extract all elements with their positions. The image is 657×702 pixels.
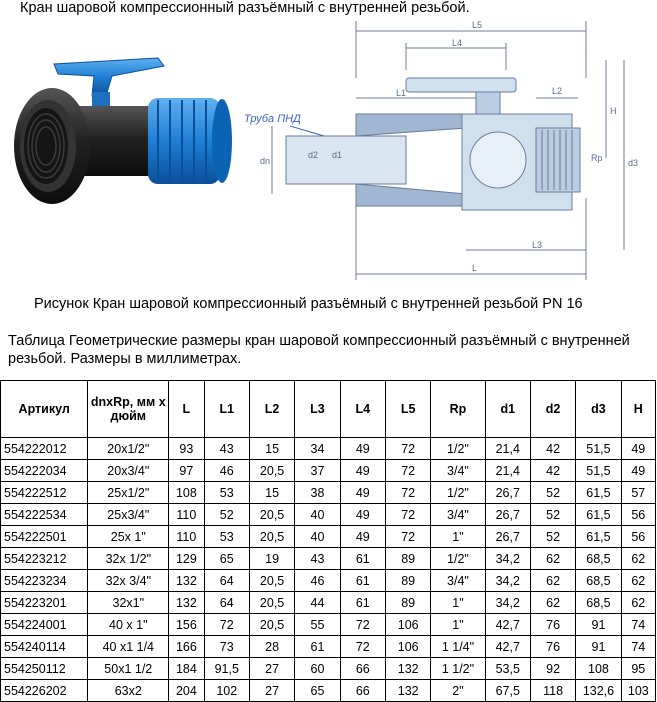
table-cell: 74 xyxy=(621,636,655,658)
table-cell: 65 xyxy=(204,548,249,570)
pipe-label: Труба ПНД xyxy=(244,113,301,125)
table-cell: 15 xyxy=(249,482,294,504)
table-cell: 72 xyxy=(340,636,385,658)
table-cell: 554250112 xyxy=(1,658,88,680)
col-header: Rp xyxy=(431,381,485,438)
table-cell: 72 xyxy=(386,482,431,504)
svg-text:Rp: Rp xyxy=(591,153,603,163)
table-cell: 554222034 xyxy=(1,460,88,482)
table-row xyxy=(1,482,656,504)
table-cell: 156 xyxy=(169,614,204,636)
table-cell: 106 xyxy=(386,636,431,658)
table-cell: 3/4" xyxy=(431,504,485,526)
table-cell: 20x1/2" xyxy=(88,438,169,460)
table-cell: 64 xyxy=(204,592,249,614)
table-cell: 1/2" xyxy=(431,548,485,570)
table-cell: 72 xyxy=(340,614,385,636)
col-header: d3 xyxy=(576,381,621,438)
table-cell: 53 xyxy=(204,482,249,504)
table-cell: 132 xyxy=(169,592,204,614)
table-cell: 554222512 xyxy=(1,482,88,504)
table-cell: 32x1" xyxy=(88,592,169,614)
table-cell: 27 xyxy=(249,680,294,702)
table-cell: 61,5 xyxy=(576,482,621,504)
table-cell: 76 xyxy=(530,636,575,658)
table-cell: 61,5 xyxy=(576,504,621,526)
col-header: L1 xyxy=(204,381,249,438)
table-cell: 44 xyxy=(295,592,340,614)
table-cell: 110 xyxy=(169,504,204,526)
table-cell: 3/4" xyxy=(431,460,485,482)
table-cell: 25x 1" xyxy=(88,526,169,548)
table-caption: Таблица Геометрические размеры кран шаровой компрессионный разъёмный с внутренней резьбой. Размеры в миллиметрах. xyxy=(8,333,630,367)
svg-text:d1: d1 xyxy=(332,150,343,160)
table-cell: 53,5 xyxy=(485,658,530,680)
table-cell: 554222501 xyxy=(1,526,88,548)
table-cell: 20,5 xyxy=(249,592,294,614)
table-row xyxy=(1,592,656,614)
svg-text:L2: L2 xyxy=(552,86,563,96)
table-cell: 34 xyxy=(295,438,340,460)
table-cell: 40 xyxy=(295,526,340,548)
figure-caption: Рисунок Кран шаровой компрессионный разъёмный с внутренней резьбой PN 16 xyxy=(34,296,583,312)
table-cell: 40 xyxy=(295,504,340,526)
col-header: dnxRp, мм х дюйм xyxy=(88,381,169,438)
col-header: L5 xyxy=(386,381,431,438)
table-cell: 102 xyxy=(204,680,249,702)
table-cell: 95 xyxy=(621,658,655,680)
table-cell: 110 xyxy=(169,526,204,548)
table-cell: 42 xyxy=(530,460,575,482)
table-row xyxy=(1,614,656,636)
table-cell: 62 xyxy=(530,592,575,614)
table-cell: 46 xyxy=(204,460,249,482)
table-cell: 106 xyxy=(386,614,431,636)
table-cell: 68,5 xyxy=(576,570,621,592)
table-cell: 61 xyxy=(340,592,385,614)
table-cell: 20,5 xyxy=(249,460,294,482)
table-cell: 132 xyxy=(386,680,431,702)
table-cell: 89 xyxy=(386,570,431,592)
table-cell: 62 xyxy=(621,570,655,592)
table-cell: 21,4 xyxy=(485,460,530,482)
table-row xyxy=(1,460,656,482)
table-cell: 1 1/4" xyxy=(431,636,485,658)
table-cell: 554223212 xyxy=(1,548,88,570)
table-cell: 49 xyxy=(621,460,655,482)
col-header: H xyxy=(621,381,655,438)
col-header: Артикул xyxy=(1,381,88,438)
table-cell: 76 xyxy=(530,614,575,636)
svg-text:L4: L4 xyxy=(452,38,463,48)
document-title: Кран шаровой компрессионный разъёмный с внутренней резьбой. xyxy=(20,0,470,16)
table-cell: 73 xyxy=(204,636,249,658)
table-cell: 19 xyxy=(249,548,294,570)
table-cell: 61,5 xyxy=(576,526,621,548)
table-cell: 55 xyxy=(295,614,340,636)
table-cell: 42,7 xyxy=(485,614,530,636)
table-cell: 2" xyxy=(431,680,485,702)
table-cell: 37 xyxy=(295,460,340,482)
table-cell: 72 xyxy=(204,614,249,636)
table-cell: 63x2 xyxy=(88,680,169,702)
table-cell: 40 x1 1/4 xyxy=(88,636,169,658)
table-cell: 554223201 xyxy=(1,592,88,614)
table-cell: 25x1/2" xyxy=(88,482,169,504)
table-cell: 184 xyxy=(169,658,204,680)
table-cell: 103 xyxy=(621,680,655,702)
table-cell: 32x 1/2" xyxy=(88,548,169,570)
table-cell: 89 xyxy=(386,592,431,614)
table-cell: 91 xyxy=(576,614,621,636)
table-cell: 108 xyxy=(576,658,621,680)
table-cell: 132,6 xyxy=(576,680,621,702)
table-cell: 32x 3/4" xyxy=(88,570,169,592)
table-cell: 26,7 xyxy=(485,482,530,504)
table-cell: 74 xyxy=(621,614,655,636)
table-cell: 66 xyxy=(340,680,385,702)
table-cell: 132 xyxy=(386,658,431,680)
table-cell: 62 xyxy=(621,592,655,614)
table-cell: 91 xyxy=(576,636,621,658)
table-cell: 56 xyxy=(621,526,655,548)
table-cell: 28 xyxy=(249,636,294,658)
table-cell: 204 xyxy=(169,680,204,702)
technical-drawing xyxy=(236,18,656,280)
table-cell: 66 xyxy=(340,658,385,680)
table-cell: 52 xyxy=(530,526,575,548)
table-cell: 166 xyxy=(169,636,204,658)
table-row xyxy=(1,658,656,680)
table-cell: 108 xyxy=(169,482,204,504)
table-cell: 61 xyxy=(340,548,385,570)
table-cell: 554224001 xyxy=(1,614,88,636)
table-cell: 26,7 xyxy=(485,526,530,548)
table-row xyxy=(1,548,656,570)
col-header: L3 xyxy=(295,381,340,438)
table-cell: 129 xyxy=(169,548,204,570)
table-cell: 62 xyxy=(530,570,575,592)
table-cell: 62 xyxy=(621,548,655,570)
svg-text:L: L xyxy=(472,263,478,273)
table-cell: 38 xyxy=(295,482,340,504)
table-row xyxy=(1,636,656,658)
col-header: d1 xyxy=(485,381,530,438)
table-cell: 20,5 xyxy=(249,504,294,526)
table-cell: 3/4" xyxy=(431,570,485,592)
table-cell: 68,5 xyxy=(576,592,621,614)
table-header-row xyxy=(1,381,656,438)
svg-text:L5: L5 xyxy=(472,20,483,30)
table-cell: 20,5 xyxy=(249,570,294,592)
table-cell: 20,5 xyxy=(249,614,294,636)
svg-text:L3: L3 xyxy=(532,240,543,250)
table-cell: 89 xyxy=(386,548,431,570)
table-cell: 43 xyxy=(295,548,340,570)
table-cell: 132 xyxy=(169,570,204,592)
table-row xyxy=(1,438,656,460)
table-cell: 49 xyxy=(340,438,385,460)
col-header: L xyxy=(169,381,204,438)
col-header: L2 xyxy=(249,381,294,438)
table-cell: 1/2" xyxy=(431,482,485,504)
svg-text:d2: d2 xyxy=(308,150,319,160)
table-cell: 1" xyxy=(431,592,485,614)
table-cell: 1" xyxy=(431,526,485,548)
table-cell: 61 xyxy=(295,636,340,658)
svg-text:H: H xyxy=(610,106,617,116)
col-header: d2 xyxy=(530,381,575,438)
table-cell: 52 xyxy=(204,504,249,526)
table-cell: 49 xyxy=(340,460,385,482)
table-cell: 554240114 xyxy=(1,636,88,658)
table-cell: 554222534 xyxy=(1,504,88,526)
svg-text:dn: dn xyxy=(260,156,271,166)
table-cell: 72 xyxy=(386,526,431,548)
table-cell: 46 xyxy=(295,570,340,592)
table-cell: 1/2" xyxy=(431,438,485,460)
table-cell: 60 xyxy=(295,658,340,680)
table-cell: 50x1 1/2 xyxy=(88,658,169,680)
table-cell: 554222012 xyxy=(1,438,88,460)
table-cell: 43 xyxy=(204,438,249,460)
col-header: L4 xyxy=(340,381,385,438)
dimensions-table xyxy=(0,380,656,702)
table-cell: 34,2 xyxy=(485,570,530,592)
valve-photo xyxy=(8,36,238,226)
table-cell: 51,5 xyxy=(576,460,621,482)
table-cell: 49 xyxy=(340,504,385,526)
table-cell: 65 xyxy=(295,680,340,702)
svg-text:L1: L1 xyxy=(396,88,407,98)
table-row xyxy=(1,570,656,592)
table-cell: 20,5 xyxy=(249,526,294,548)
table-cell: 61 xyxy=(340,570,385,592)
svg-text:d3: d3 xyxy=(628,158,639,168)
table-cell: 34,2 xyxy=(485,592,530,614)
table-cell: 554223234 xyxy=(1,570,88,592)
table-cell: 56 xyxy=(621,504,655,526)
table-cell: 25x3/4" xyxy=(88,504,169,526)
table-cell: 49 xyxy=(340,482,385,504)
table-cell: 34,2 xyxy=(485,548,530,570)
table-cell: 15 xyxy=(249,438,294,460)
table-row xyxy=(1,680,656,702)
table-cell: 21,4 xyxy=(485,438,530,460)
table-cell: 1" xyxy=(431,614,485,636)
table-row xyxy=(1,504,656,526)
table-cell: 49 xyxy=(340,526,385,548)
table-cell: 67,5 xyxy=(485,680,530,702)
table-cell: 40 x 1" xyxy=(88,614,169,636)
table-cell: 97 xyxy=(169,460,204,482)
table-cell: 42,7 xyxy=(485,636,530,658)
table-cell: 52 xyxy=(530,504,575,526)
table-cell: 93 xyxy=(169,438,204,460)
table-cell: 91,5 xyxy=(204,658,249,680)
table-cell: 92 xyxy=(530,658,575,680)
table-cell: 72 xyxy=(386,504,431,526)
table-cell: 51,5 xyxy=(576,438,621,460)
table-cell: 26,7 xyxy=(485,504,530,526)
table-cell: 52 xyxy=(530,482,575,504)
table-cell: 20x3/4" xyxy=(88,460,169,482)
table-cell: 118 xyxy=(530,680,575,702)
table-cell: 49 xyxy=(621,438,655,460)
table-row xyxy=(1,526,656,548)
table-cell: 42 xyxy=(530,438,575,460)
table-cell: 72 xyxy=(386,438,431,460)
table-cell: 27 xyxy=(249,658,294,680)
table-cell: 57 xyxy=(621,482,655,504)
table-cell: 1 1/2" xyxy=(431,658,485,680)
table-cell: 554226202 xyxy=(1,680,88,702)
table-cell: 53 xyxy=(204,526,249,548)
table-cell: 68,5 xyxy=(576,548,621,570)
table-cell: 62 xyxy=(530,548,575,570)
table-cell: 72 xyxy=(386,460,431,482)
table-cell: 64 xyxy=(204,570,249,592)
